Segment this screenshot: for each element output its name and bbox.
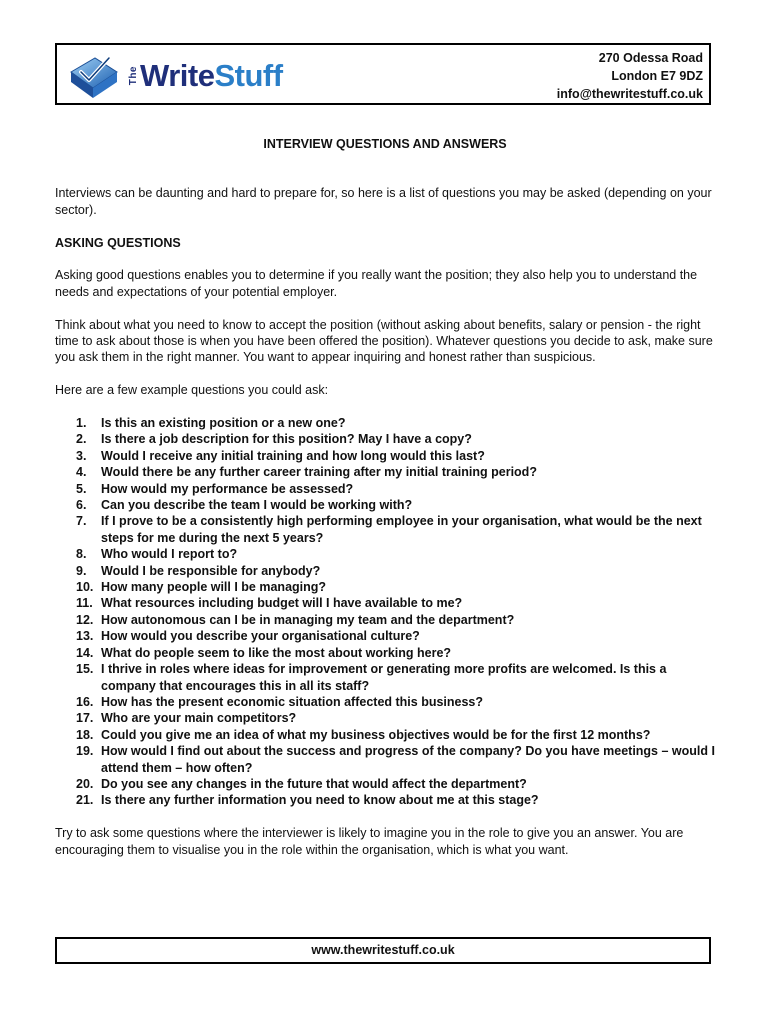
question-number: 11. (76, 596, 93, 611)
question-item (55, 481, 715, 497)
question-number: 7. (76, 514, 87, 529)
question-text: Is there any further information you need to know about me at this stage? (101, 793, 539, 808)
question-item (55, 612, 715, 628)
question-item (55, 628, 715, 644)
company-address (557, 49, 703, 103)
question-item (55, 710, 715, 726)
question-number: 13. (76, 629, 94, 644)
address-street: 270 Odessa Road (598, 51, 703, 65)
question-number: 21. (76, 793, 94, 808)
paragraph-3: Here are a few example questions you could ask: (55, 383, 329, 398)
question-number: 17. (76, 711, 94, 726)
question-number: 15. (76, 662, 94, 677)
question-text: Would there be any further career training after my initial training period? (101, 465, 537, 480)
question-number: 2. (76, 432, 87, 447)
contact-email[interactable]: info@thewritestuff.co.uk (556, 87, 703, 101)
question-item (55, 563, 715, 579)
question-text: Who would I report to? (101, 547, 238, 562)
company-logo (65, 49, 283, 103)
question-text: Who are your main competitors? (101, 711, 297, 726)
question-number: 9. (76, 563, 87, 578)
question-text: Would I receive any initial training and how long would this last? (101, 448, 485, 463)
question-item (55, 727, 715, 743)
question-number: 18. (76, 727, 94, 742)
question-item (55, 645, 715, 661)
question-item (55, 579, 715, 595)
question-text: Is this an existing position or a new one? (101, 416, 346, 431)
question-number: 12. (76, 612, 94, 627)
question-number: 10. (76, 580, 94, 595)
paragraph-1: Asking good questions enables you to determine if you really want the position; they also help you to understand the needs and expectations of your potential employer. (55, 268, 698, 299)
logo-stuff-text: Stuff (214, 58, 283, 93)
question-text: What do people seem to like the most about working here? (101, 645, 452, 660)
question-item (55, 497, 715, 513)
question-item (55, 743, 715, 776)
question-text: How autonomous can I be in managing my team and the department? (101, 612, 515, 627)
address-city: London E7 9DZ (611, 69, 703, 83)
document-body (55, 136, 715, 874)
footer-url[interactable]: www.thewritestuff.co.uk (311, 943, 455, 957)
question-text: Would I be responsible for anybody? (101, 563, 321, 578)
question-item (55, 694, 715, 710)
question-text: How would my performance be assessed? (101, 481, 354, 496)
checkbox-logo-icon (65, 50, 121, 102)
question-text: How would you describe your organisational culture? (101, 629, 420, 644)
question-item (55, 431, 715, 447)
question-text: How many people will I be managing? (101, 580, 327, 595)
question-item (55, 448, 715, 464)
logo-the-text: The (128, 66, 139, 86)
logo-write-text: Write (140, 58, 215, 93)
question-item (55, 464, 715, 480)
question-item (55, 661, 715, 694)
question-number: 6. (76, 498, 87, 513)
question-number: 1. (76, 416, 87, 431)
question-text: How has the present economic situation affected this business? (101, 694, 484, 709)
document-title: INTERVIEW QUESTIONS AND ANSWERS (263, 137, 507, 151)
question-text: Do you see any changes in the future that would affect the department? (101, 776, 527, 791)
question-item (55, 546, 715, 562)
question-list (55, 415, 715, 809)
intro-paragraph: Interviews can be daunting and hard to prepare for, so here is a list of questions you may be asked (depending on your sector). (55, 186, 712, 217)
question-item (55, 776, 715, 792)
section-heading: ASKING QUESTIONS (55, 235, 181, 250)
question-item (55, 415, 715, 431)
question-number: 19. (76, 744, 94, 759)
question-number: 5. (76, 481, 87, 496)
question-text: How would I find out about the success and progress of the company? Do you have meetings – would I attend them – how often? (101, 744, 715, 775)
question-text: I thrive in roles where ideas for improvement or generating more profits are welcomed. Is this a company that encourages this in all its staff? (101, 662, 667, 693)
closing-paragraph: Try to ask some questions where the interviewer is likely to imagine you in the role to give you an answer. You are encouraging them to visualise you in the role within the organisation, which is what you want. (55, 826, 684, 857)
paragraph-2: Think about what you need to know to accept the position (without asking about benefits, salary or pension - the right time to ask about those is when you have been offered the position). Whatever questions you decide to ask, make sure you ask them in the right manner. You want to appear inquiring and honest rather than suspicious. (55, 317, 713, 365)
question-item (55, 792, 715, 808)
question-number: 20. (76, 776, 94, 791)
question-number: 4. (76, 465, 87, 480)
letterhead (55, 43, 711, 105)
question-text: Could you give me an idea of what my business objectives would be for the first 12 months? (101, 727, 651, 742)
question-text: Is there a job description for this position? May I have a copy? (101, 432, 472, 447)
question-number: 14. (76, 645, 94, 660)
question-text: Can you describe the team I would be working with? (101, 498, 413, 513)
footer (55, 937, 711, 964)
question-text: If I prove to be a consistently high performing employee in your organisation, what would be the next steps for me during the next 5 years? (101, 514, 702, 545)
question-number: 8. (76, 547, 87, 562)
question-item (55, 595, 715, 611)
question-number: 3. (76, 448, 87, 463)
question-item (55, 513, 715, 546)
question-text: What resources including budget will I have available to me? (101, 596, 463, 611)
question-number: 16. (76, 694, 94, 709)
